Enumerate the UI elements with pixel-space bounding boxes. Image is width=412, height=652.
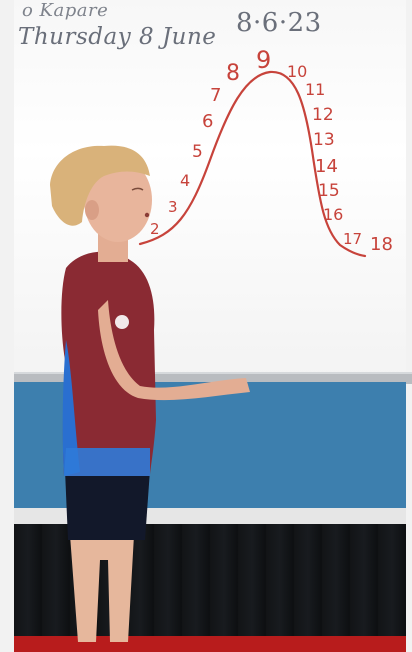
curve-number: 17 xyxy=(343,230,363,248)
curve-number: 8 xyxy=(226,61,240,86)
curve-number: 11 xyxy=(305,80,326,99)
curve-number-labels xyxy=(150,46,393,255)
curve-number: 6 xyxy=(202,111,214,132)
curve-number: 14 xyxy=(315,156,338,177)
curve-number: 9 xyxy=(256,46,272,74)
curve-number: 10 xyxy=(287,62,308,81)
boy-legs xyxy=(70,535,134,642)
boy-ear xyxy=(85,200,99,220)
curve-number: 15 xyxy=(318,181,340,201)
boy-mouth xyxy=(145,213,149,217)
boy-shorts xyxy=(65,470,150,540)
curve-number: 13 xyxy=(313,130,335,150)
curve-number: 4 xyxy=(180,171,191,190)
curve-number: 12 xyxy=(312,105,334,125)
curve-number: 2 xyxy=(150,220,160,238)
shirt-logo xyxy=(115,315,129,329)
boy-shirt-blue-hem xyxy=(64,448,150,476)
curve-number: 18 xyxy=(370,234,393,255)
curve-number: 7 xyxy=(210,85,222,106)
whiteboard-date-text: Thursday 8 June xyxy=(18,24,217,50)
whiteboard-date-short: 8·6·23 xyxy=(236,8,322,38)
whiteboard-top-text: o Kapare xyxy=(22,0,109,21)
curve-number: 16 xyxy=(323,205,344,224)
curve-number: 5 xyxy=(192,142,203,162)
curve-number: 3 xyxy=(168,198,178,216)
